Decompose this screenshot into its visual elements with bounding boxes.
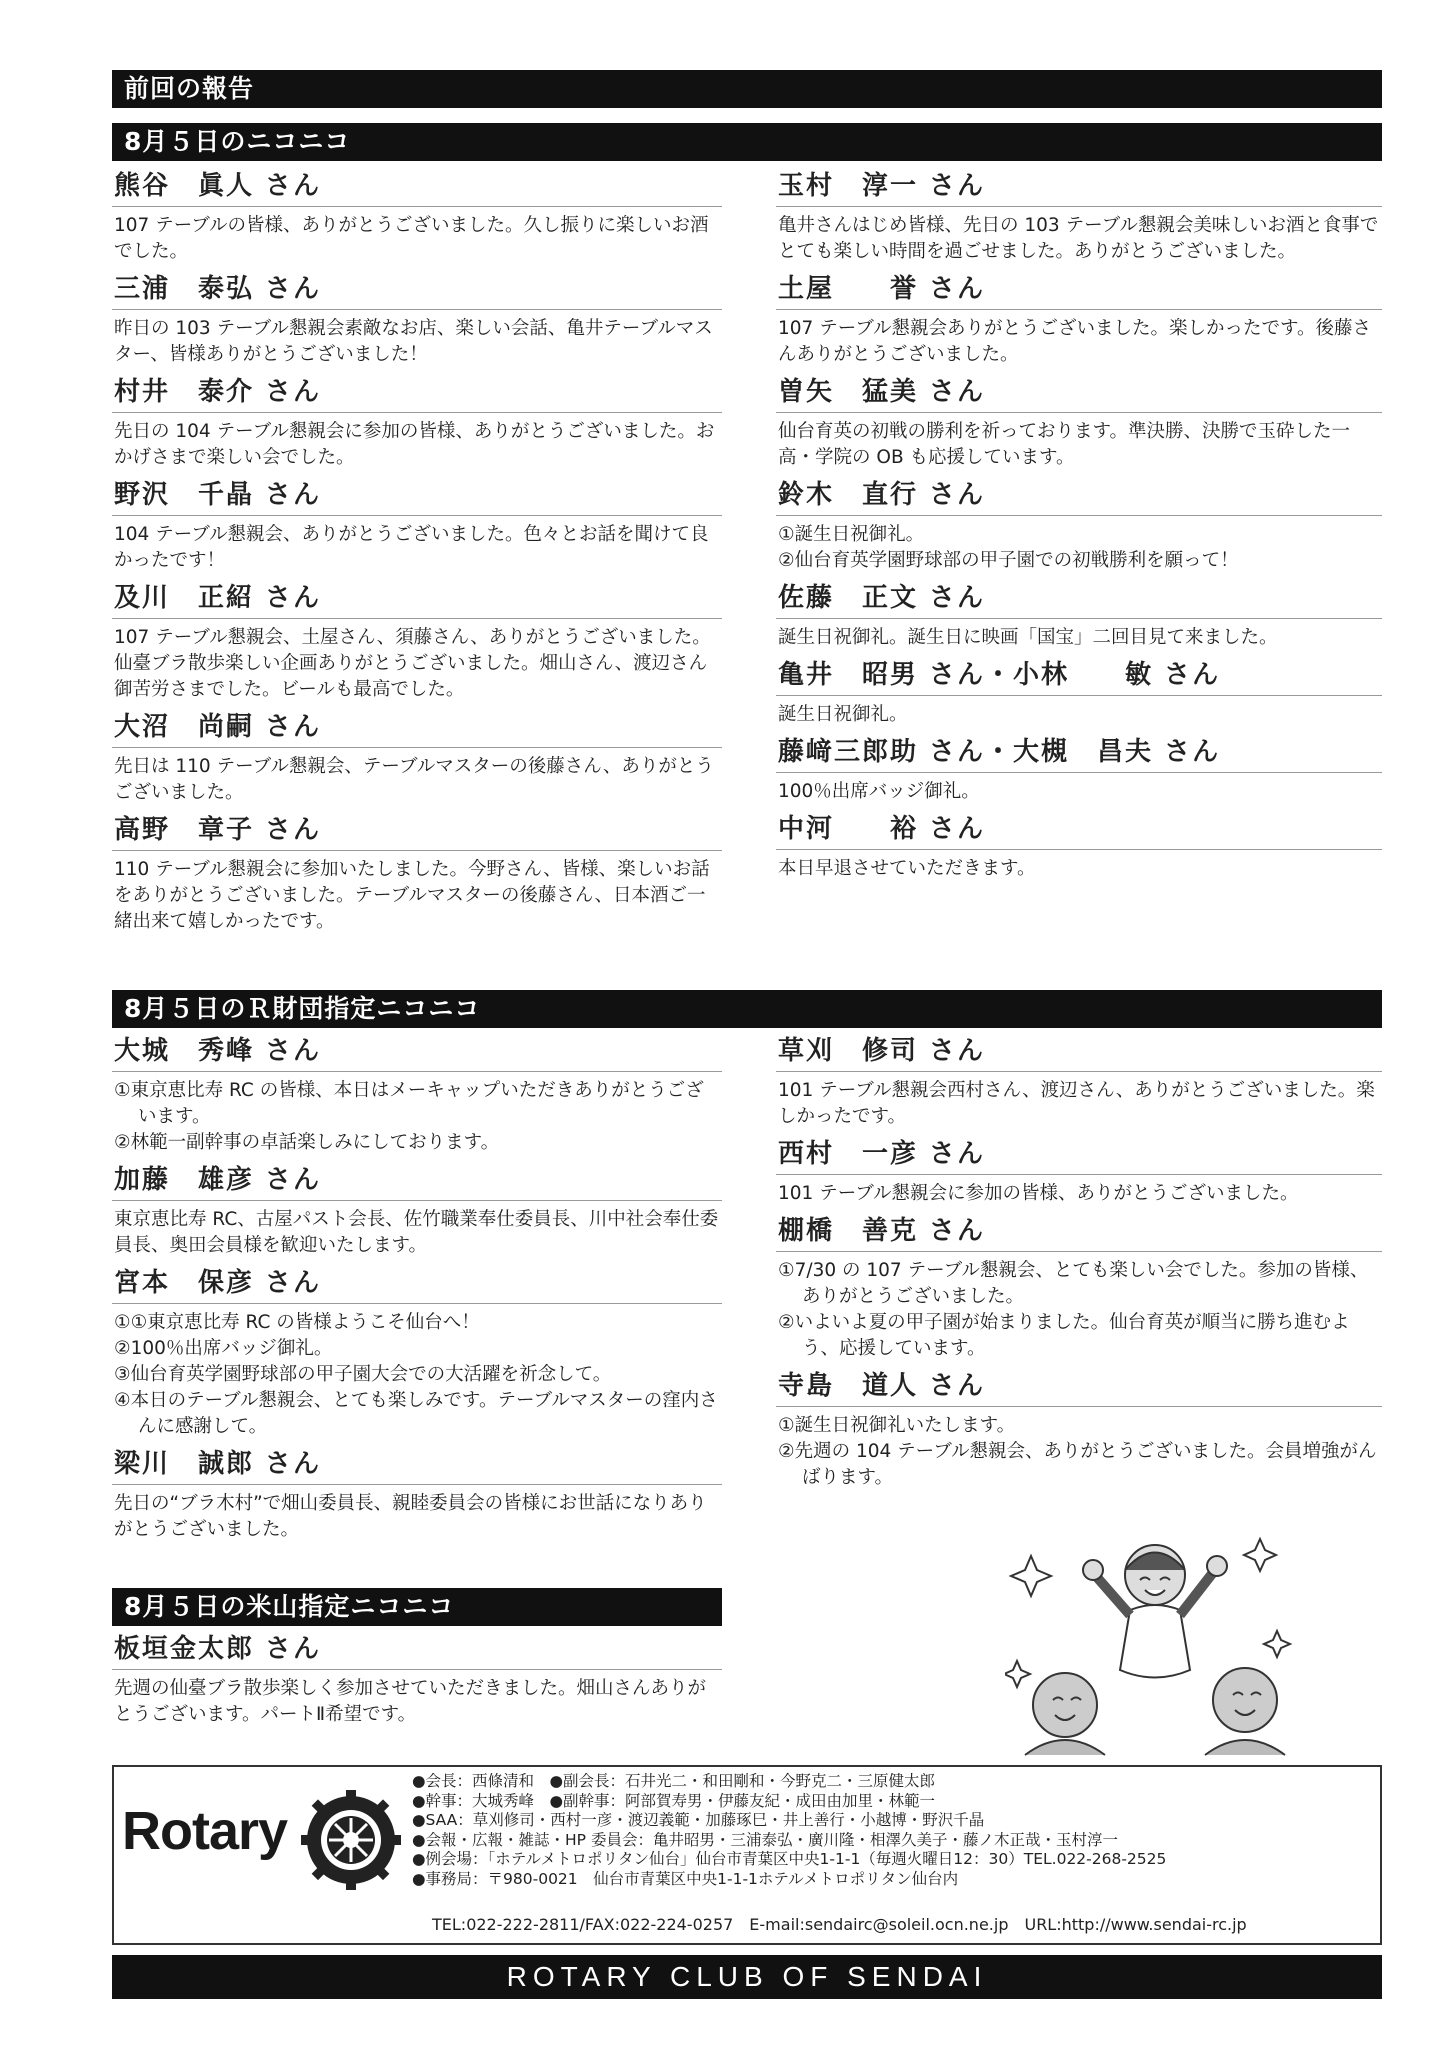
member-message	[776, 696, 1382, 728]
member-name: 加藤 雄彦 さん	[112, 1162, 722, 1201]
member-name: 及川 正紹 さん	[112, 580, 722, 619]
nikoniko-entry	[776, 477, 1382, 574]
nikoniko-entry	[112, 709, 722, 806]
message-line: 仙台育英の初戦の勝利を祈っております。準決勝、決勝で玉砕した一高・学院の OB も応援しています。	[778, 421, 1351, 468]
cheering-children-illustration	[1005, 1530, 1305, 1760]
message-line: 107 テーブル懇親会、土屋さん、須藤さん、ありがとうございました。仙臺ブラ散歩楽しい企画ありがとうございました。畑山さん、渡辺さん御苦労さまでした。ビールも最高でした。	[114, 627, 711, 700]
message-line: 東京恵比寿 RC、古屋パスト会長、佐竹職業奉仕委員長、川中社会奉仕委員長、奥田会員様を歓迎いたします。	[114, 1209, 719, 1256]
nikoniko-entry	[112, 812, 722, 935]
member-name: 亀井 昭男 さん・小林 敏 さん	[776, 657, 1382, 696]
member-message	[112, 619, 722, 703]
nikoniko-entry	[112, 1631, 722, 1728]
message-line: 誕生日祝御礼。	[778, 704, 908, 725]
nikoniko-entry	[776, 1033, 1382, 1130]
nikoniko-entry	[112, 1446, 722, 1543]
nikoniko-entry	[776, 811, 1382, 882]
member-message	[776, 1175, 1382, 1207]
section3-title: 8月５日の米山指定ニコニコ	[124, 1592, 455, 1621]
member-message	[776, 1072, 1382, 1130]
officer-line: ●会報・広報・雑誌・HP 委員会：亀井昭男・三浦泰弘・廣川隆・相澤久美子・藤ノ木正哉・玉村淳一	[412, 1830, 1118, 1849]
member-message	[112, 1670, 722, 1728]
section3-left-column	[112, 1631, 722, 1734]
member-message	[112, 207, 722, 265]
member-message	[112, 1304, 722, 1440]
member-message	[112, 413, 722, 471]
section1-left-column	[112, 168, 722, 941]
member-message	[112, 310, 722, 368]
nikoniko-entry	[112, 1033, 722, 1156]
message-line: ①東京恵比寿 RC の皆様、本日はメーキャップいただきありがとうございます。	[114, 1080, 704, 1127]
member-message	[112, 516, 722, 574]
message-line: 亀井さんはじめ皆様、先日の 103 テーブル懇親会美味しいお酒と食事でとても楽しい時間を過ごせました。ありがとうございました。	[778, 215, 1379, 262]
message-line: 107 テーブルの皆様、ありがとうございました。久し振りに楽しいお酒でした。	[114, 215, 709, 262]
member-name: 草刈 修司 さん	[776, 1033, 1382, 1072]
member-message	[776, 773, 1382, 805]
member-message	[776, 1407, 1382, 1491]
member-message	[776, 850, 1382, 882]
member-name: 棚橋 善克 さん	[776, 1213, 1382, 1252]
header-label: 前回の報告	[124, 74, 255, 103]
member-message	[112, 748, 722, 806]
message-line: 先日の 104 テーブル懇親会に参加の皆様、ありがとうございました。おかげさまで楽しい会でした。	[114, 421, 715, 468]
message-line: ②100％出席バッジ御礼。	[114, 1338, 333, 1359]
message-line: ③仙台育英学園野球部の甲子園大会での大活躍を祈念して。	[114, 1364, 612, 1385]
message-line: 104 テーブル懇親会、ありがとうございました。色々とお話を聞けて良かったです！	[114, 524, 709, 571]
section2-title: 8月５日のＲ財団指定ニコニコ	[124, 994, 481, 1023]
message-line: ①誕生日祝御礼いたします。	[778, 1415, 1016, 1436]
nikoniko-entry	[112, 374, 722, 471]
member-message	[776, 619, 1382, 651]
nikoniko-entry	[112, 580, 722, 703]
member-name: 三浦 泰弘 さん	[112, 271, 722, 310]
member-name: 村井 泰介 さん	[112, 374, 722, 413]
member-name: 鈴木 直行 さん	[776, 477, 1382, 516]
page-header	[112, 70, 1382, 108]
nikoniko-entry	[112, 168, 722, 265]
rotary-wheel-icon	[296, 1785, 406, 1895]
member-name: 板垣金太郎 さん	[112, 1631, 722, 1670]
member-name: 西村 一彦 さん	[776, 1136, 1382, 1175]
nikoniko-entry	[112, 271, 722, 368]
message-line: 先週の仙臺ブラ散歩楽しく参加させていただきました。畑山さんありがとうございます。パートⅡ希望です。	[114, 1678, 707, 1725]
message-line: ②林範一副幹事の卓話楽しみにしております。	[114, 1132, 500, 1153]
club-name-banner	[112, 1955, 1382, 1999]
member-name: 藤﨑三郎助 さん・大槻 昌夫 さん	[776, 734, 1382, 773]
member-name: 宮本 保彦 さん	[112, 1265, 722, 1304]
nikoniko-entry	[112, 477, 722, 574]
message-line: 110 テーブル懇親会に参加いたしました。今野さん、皆様、楽しいお話をありがとうございました。テーブルマスターの後藤さん、日本酒ご一緒出来て嬉しかったです。	[114, 859, 710, 932]
member-name: 野沢 千晶 さん	[112, 477, 722, 516]
section-title-nikoniko	[112, 123, 1382, 161]
section-title-r-foundation	[112, 990, 1382, 1028]
message-line: ①①東京恵比寿 RC の皆様ようこそ仙台へ！	[114, 1312, 480, 1333]
nikoniko-entry	[112, 1265, 722, 1440]
section1-right-column	[776, 168, 1382, 888]
message-line: ①7/30 の 107 テーブル懇親会、とても楽しい会でした。参加の皆様、ありがとうございました。	[778, 1260, 1369, 1307]
member-message	[776, 413, 1382, 471]
nikoniko-entry	[776, 1213, 1382, 1362]
member-message	[776, 1252, 1382, 1362]
section2-left-column	[112, 1033, 722, 1549]
member-name: 佐藤 正文 さん	[776, 580, 1382, 619]
nikoniko-entry	[776, 1136, 1382, 1207]
rotary-logo-text: Rotary	[122, 1801, 288, 1861]
officers-list	[412, 1772, 1166, 1889]
member-message	[112, 1072, 722, 1156]
contact-info: TEL:022-222-2811/FAX:022-224-0257 E-mail:sendairc@soleil.ocn.ne.jp URL:http://www.sendai-rc.jp	[432, 1915, 1247, 1934]
member-name: 熊谷 眞人 さん	[112, 168, 722, 207]
member-name: 大城 秀峰 さん	[112, 1033, 722, 1072]
member-name: 曽矢 猛美 さん	[776, 374, 1382, 413]
officer-line: ●幹事：大城秀峰 ●副幹事：阿部賀寿男・伊藤友紀・成田由加里・林範一	[412, 1791, 936, 1810]
officer-line: ●会長：西條清和 ●副会長：石井光二・和田剛和・今野克二・三原健太郎	[412, 1772, 936, 1790]
member-name: 大沼 尚嗣 さん	[112, 709, 722, 748]
nikoniko-entry	[776, 734, 1382, 805]
member-message	[112, 851, 722, 935]
section-title-yoneyama	[112, 1588, 722, 1626]
message-line: 101 テーブル懇親会西村さん、渡辺さん、ありがとうございました。楽しかったです。	[778, 1080, 1375, 1127]
section2-right-column	[776, 1033, 1382, 1497]
nikoniko-entry	[776, 271, 1382, 368]
club-name: ROTARY CLUB OF SENDAI	[506, 1961, 988, 1992]
member-name: 玉村 淳一 さん	[776, 168, 1382, 207]
nikoniko-entry	[112, 1162, 722, 1259]
nikoniko-entry	[776, 1368, 1382, 1491]
member-name: 高野 章子 さん	[112, 812, 722, 851]
message-line: ①誕生日祝御礼。	[778, 524, 925, 545]
nikoniko-entry	[776, 657, 1382, 728]
officer-line: ●例会場：「ホテルメトロポリタン仙台」仙台市青葉区中央1-1-1（毎週火曜日12：30）TEL.022-268-2525	[412, 1850, 1167, 1868]
message-line: ②仙台育英学園野球部の甲子園での初戦勝利を願って！	[778, 550, 1239, 571]
section1-title: 8月５日のニコニコ	[124, 127, 351, 156]
member-message	[776, 516, 1382, 574]
member-message	[112, 1485, 722, 1543]
nikoniko-entry	[776, 374, 1382, 471]
message-line: 本日早退させていただきます。	[778, 858, 1036, 879]
officer-line: ●SAA：草刈修司・西村一彦・渡辺義範・加藤琢巳・井上善行・小越博・野沢千晶	[412, 1811, 985, 1829]
member-message	[776, 207, 1382, 265]
nikoniko-entry	[776, 580, 1382, 651]
nikoniko-entry	[776, 168, 1382, 265]
message-line: 誕生日祝御礼。誕生日に映画「国宝」二回目見て来ました。	[778, 627, 1278, 648]
member-message	[112, 1201, 722, 1259]
message-line: 101 テーブル懇親会に参加の皆様、ありがとうございました。	[778, 1183, 1299, 1204]
officer-line: ●事務局：〒980-0021 仙台市青葉区中央1-1-1ホテルメトロポリタン仙台内	[412, 1869, 959, 1888]
message-line: 先日の“ブラ木村”で畑山委員長、親睦委員会の皆様にお世話になりありがとうございました。	[114, 1493, 707, 1540]
message-line: 107 テーブル懇親会ありがとうございました。楽しかったです。後藤さんありがとうございました。	[778, 318, 1372, 365]
message-line: 昨日の 103 テーブル懇親会素敵なお店、楽しい会話、亀井テーブルマスター、皆様ありがとうございました！	[114, 318, 713, 365]
message-line: 100％出席バッジ御礼。	[778, 781, 980, 802]
member-name: 土屋 誉 さん	[776, 271, 1382, 310]
message-line: ④本日のテーブル懇親会、とても楽しみです。テーブルマスターの窪内さんに感謝して。	[114, 1390, 718, 1437]
message-line: 先日は 110 テーブル懇親会、テーブルマスターの後藤さん、ありがとうございました。	[114, 756, 714, 803]
member-name: 寺島 道人 さん	[776, 1368, 1382, 1407]
message-line: ②いよいよ夏の甲子園が始まりました。仙台育英が順当に勝ち進むよう、応援しています。	[778, 1312, 1350, 1359]
member-name: 中河 裕 さん	[776, 811, 1382, 850]
message-line: ②先週の 104 テーブル懇親会、ありがとうございました。会員増強がんばります。	[778, 1441, 1377, 1488]
member-message	[776, 310, 1382, 368]
member-name: 梁川 誠郎 さん	[112, 1446, 722, 1485]
